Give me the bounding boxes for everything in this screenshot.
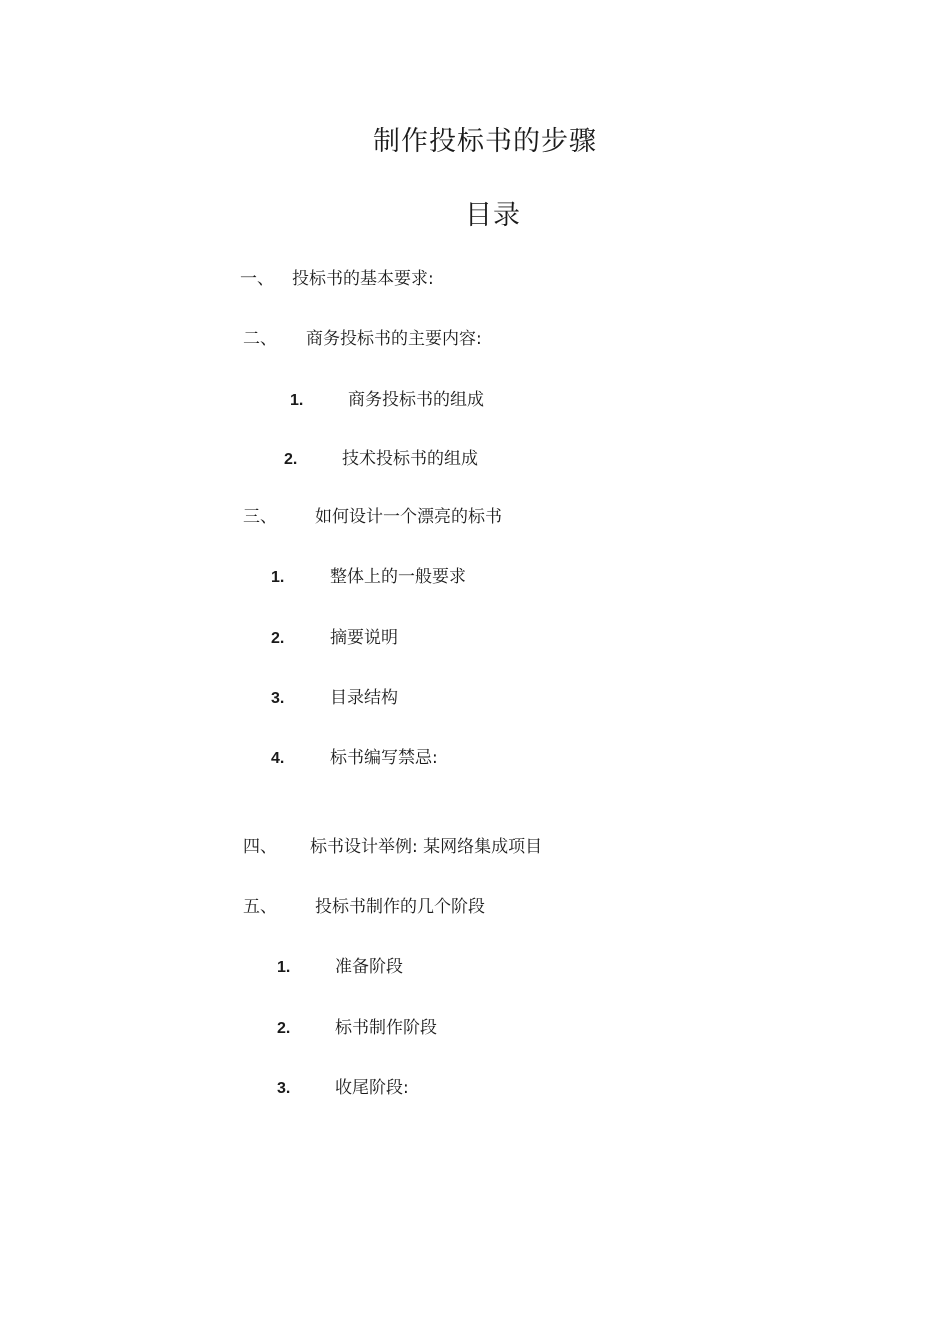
toc-entry-label: 收尾阶段:: [335, 1078, 409, 1098]
toc-entry-number: 三、: [243, 507, 277, 527]
toc-entry-number: 1.: [290, 392, 304, 409]
toc-entry-number: 二、: [243, 329, 277, 349]
toc-entry-label: 商务投标书的主要内容:: [306, 329, 482, 349]
toc-entry-label: 标书编写禁忌:: [330, 748, 438, 768]
toc-entry-number: 1.: [271, 569, 285, 586]
toc-entry-label: 目录结构: [330, 688, 398, 708]
toc-entry-number: 4.: [271, 750, 285, 767]
toc-entry-number: 1.: [277, 959, 291, 976]
toc-entry-label: 如何设计一个漂亮的标书: [315, 507, 502, 527]
toc-heading: 目录: [465, 200, 521, 231]
document-title: 制作投标书的步骤: [373, 126, 597, 157]
toc-entry-label: 商务投标书的组成: [348, 390, 484, 410]
toc-entry-label: 技术投标书的组成: [342, 449, 478, 469]
toc-entry-label: 投标书制作的几个阶段: [315, 897, 485, 917]
toc-entry-number: 2.: [277, 1020, 291, 1037]
toc-entry-label: 整体上的一般要求: [330, 567, 466, 587]
toc-entry-label: 投标书的基本要求:: [292, 269, 434, 289]
toc-entry-number: 3.: [277, 1080, 291, 1097]
toc-entry-number: 2.: [284, 451, 298, 468]
toc-entry-number: 3.: [271, 690, 285, 707]
toc-entry-label: 标书制作阶段: [335, 1018, 437, 1038]
toc-entry-label: 准备阶段: [335, 957, 403, 977]
toc-entry-label: 标书设计举例: 某网络集成项目: [310, 837, 543, 857]
toc-entry-number: 五、: [243, 897, 277, 917]
toc-entry-number: 一、: [240, 269, 274, 289]
toc-entry-number: 2.: [271, 630, 285, 647]
toc-entry-label: 摘要说明: [330, 628, 398, 648]
toc-entry-number: 四、: [243, 837, 277, 857]
